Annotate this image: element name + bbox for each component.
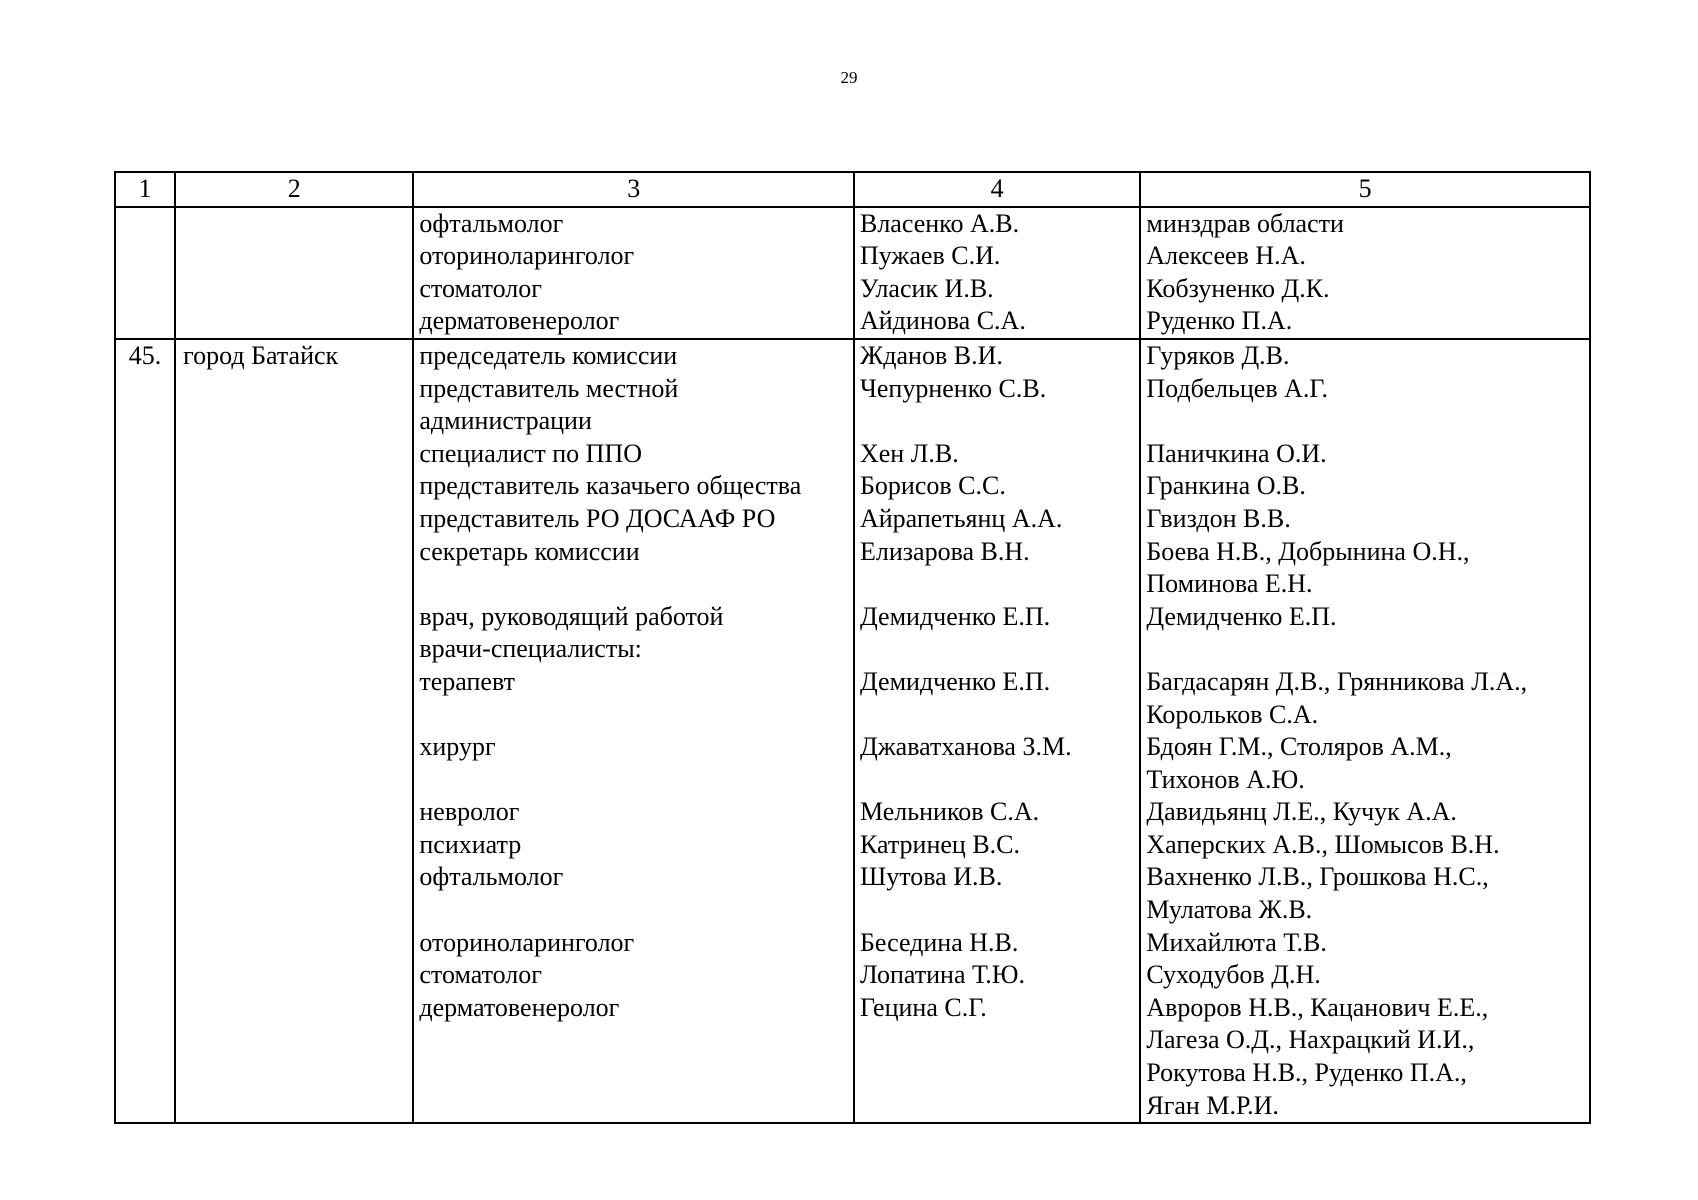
member-line: Айрапетьянц А.А.: [859, 503, 1063, 533]
role-line: стоматолог: [419, 960, 542, 990]
reserve-line: Хаперских А.В., Шомысов В.Н.: [1146, 829, 1500, 859]
reserve-line: Лагеза О.Д., Нахрацкий И.И.,: [1146, 1025, 1475, 1055]
reserve-line: Кобзуненко Д.К.: [1146, 273, 1330, 303]
page-number: 29: [840, 68, 858, 87]
table-header-row: [115, 172, 1590, 207]
reserve-cell: [1140, 339, 1590, 1123]
member-line: Катринец В.С.: [859, 829, 1020, 859]
reserve-line: [1146, 405, 1589, 438]
member-line: Джаватханова З.М.: [859, 732, 1072, 762]
role-line: оториноларинголог: [419, 241, 635, 271]
role-line: невролог: [419, 797, 520, 827]
table-row-45: [115, 339, 1590, 1123]
role-line: [419, 568, 853, 601]
member-line: Гецина С.Г.: [859, 992, 987, 1022]
role-line: оториноларинголог: [419, 927, 635, 957]
role-line: врач, руководящий работой: [419, 601, 724, 631]
row-number: 45.: [128, 340, 162, 370]
reserve-line: Багдасарян Д.В., Грянникова Л.А.,: [1146, 666, 1528, 696]
member-line: Пужаев С.И.: [859, 241, 1001, 271]
reserve-line: Вахненко Л.В., Грошкова Н.С.,: [1146, 862, 1489, 892]
reserve-line: Яган М.Р.И.: [1146, 1090, 1279, 1120]
member-line: [860, 894, 1139, 927]
member-line: Уласик И.В.: [859, 273, 994, 303]
reserve-line: Гранкина О.В.: [1146, 471, 1306, 501]
member-cell: [854, 339, 1140, 1123]
role-line: секретарь комиссии: [419, 536, 640, 566]
reserve-line: Гуряков Д.В.: [1146, 340, 1290, 370]
role-line: представитель РО ДОСААФ РО: [419, 503, 776, 533]
member-line: Демидченко Е.П.: [859, 601, 1051, 631]
reserve-line: [1146, 633, 1589, 666]
header-cell-2: 2: [175, 172, 413, 207]
role-line: администрации: [419, 406, 592, 436]
role-line: стоматолог: [419, 273, 542, 303]
role-cell: [413, 207, 854, 339]
area-cell: [175, 339, 413, 1123]
role-line: терапевт: [419, 666, 515, 696]
reserve-cell: [1140, 207, 1590, 339]
role-line: [419, 699, 853, 732]
reserve-line: Михайлюта Т.В.: [1146, 927, 1327, 957]
member-line: [860, 568, 1139, 601]
member-line: [860, 405, 1139, 438]
role-line: председатель комиссии: [419, 340, 678, 370]
reserve-line: Бдоян Г.М., Столяров А.М.,: [1146, 732, 1452, 762]
reserve-line: Алексеев Н.А.: [1146, 241, 1306, 271]
reserve-line: Тихонов А.Ю.: [1146, 764, 1305, 794]
member-line: [860, 633, 1139, 666]
member-line: Хен Л.В.: [859, 438, 959, 468]
member-cell: [854, 207, 1140, 339]
header-cell-4: 4: [854, 172, 1140, 207]
role-line: врачи-специалисты:: [419, 634, 642, 664]
reserve-line: Паничкина О.И.: [1146, 438, 1327, 468]
reserve-line: Мулатова Ж.В.: [1146, 895, 1313, 925]
member-line: [860, 764, 1139, 797]
member-line: Айдинова С.А.: [859, 306, 1026, 336]
reserve-line: Гвиздон В.В.: [1146, 503, 1291, 533]
member-line: Власенко А.В.: [859, 208, 1020, 238]
role-line: [419, 764, 853, 797]
role-line: психиатр: [419, 829, 522, 859]
member-line: Борисов С.С.: [859, 471, 1006, 501]
member-line: Мельников С.А.: [859, 797, 1040, 827]
area-name: город Батайск: [183, 340, 339, 370]
member-line: [860, 699, 1139, 732]
table-row-continuation: [115, 207, 1590, 339]
row-number-cell: [115, 207, 175, 339]
reserve-line: Давидьянц Л.Е., Кучук А.А.: [1146, 797, 1457, 827]
member-line: Шутова И.В.: [859, 862, 1003, 892]
member-line: Демидченко Е.П.: [859, 666, 1051, 696]
row-number-cell: [115, 339, 175, 1123]
reserve-line: Рокутова Н.В., Руденко П.А.,: [1146, 1058, 1467, 1088]
reserve-line: Суходубов Д.Н.: [1146, 960, 1321, 990]
commission-table: [114, 171, 1591, 1124]
role-cell: [413, 339, 854, 1123]
member-line: Лопатина Т.Ю.: [859, 960, 1025, 990]
role-line: офтальмолог: [419, 862, 564, 892]
reserve-line: минздрав области: [1146, 208, 1344, 238]
member-line: Елизарова В.Н.: [859, 536, 1030, 566]
role-line: специалист по ППО: [419, 438, 643, 468]
role-line: хирург: [419, 732, 496, 762]
reserve-line: Корольков С.А.: [1146, 699, 1319, 729]
member-line: Беседина Н.В.: [859, 927, 1019, 957]
reserve-line: Подбельцев А.Г.: [1146, 373, 1328, 403]
header-cell-3: 3: [413, 172, 854, 207]
member-line: Жданов В.И.: [859, 340, 1003, 370]
role-line: офтальмолог: [419, 208, 564, 238]
reserve-line: Поминова Е.Н.: [1146, 569, 1313, 599]
member-line: Чепурненко С.В.: [859, 373, 1047, 403]
role-line: дерматовенеролог: [419, 992, 620, 1022]
role-line: представитель местной: [419, 373, 679, 403]
reserve-line: Демидченко Е.П.: [1146, 601, 1337, 631]
role-line: представитель казачьего общества: [419, 471, 802, 501]
role-line: [419, 894, 853, 927]
header-cell-1: 1: [115, 172, 175, 207]
area-cell: [175, 207, 413, 339]
reserve-line: Авроров Н.В., Кацанович Е.Е.,: [1146, 992, 1489, 1022]
reserve-line: Боева Н.В., Добрынина О.Н.,: [1146, 536, 1470, 566]
role-line: дерматовенеролог: [419, 306, 620, 336]
reserve-line: Руденко П.А.: [1146, 306, 1293, 336]
header-cell-5: 5: [1140, 172, 1590, 207]
